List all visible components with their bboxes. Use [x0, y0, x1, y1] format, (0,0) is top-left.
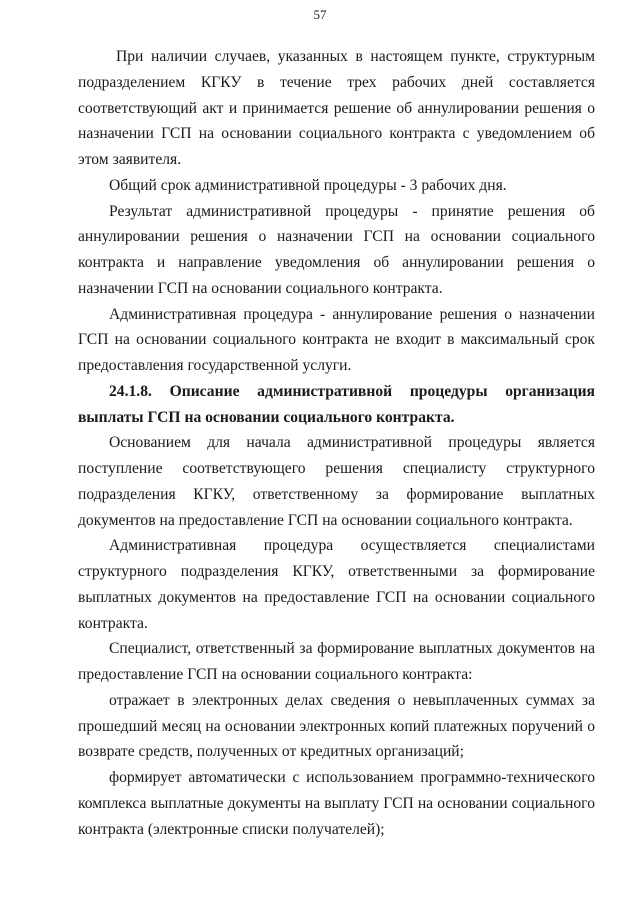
document-body — [78, 44, 595, 842]
paragraph-procedure-result: Результат административной процедуры - принятие решения об аннулировании решения о назначении ГСП на основании социального контракта и направление уведомления об аннулировании решения о назначении ГСП на основании социального контракта. — [78, 202, 595, 297]
paragraph-specialist-duty-1: отражает в электронных делах сведения о невыплаченных суммах за прошедший месяц на основании электронных копий платежных поручений о возврате средств, полученных от кредитных организаций; — [78, 691, 595, 761]
section-heading: 24.1.8. Описание административной процедуры организация выплаты ГСП на основании социального контракта. — [78, 382, 595, 426]
page-number: 57 — [313, 7, 327, 22]
paragraph-specialist-duty-2: формирует автоматически с использованием программно-технического комплекса выплатные документы на выплату ГСП на основании социального контракта (электронные списки получателей); — [78, 769, 595, 838]
paragraph-procedure-executors: Административная процедура осуществляется специалистами структурного подразделения КГКУ, ответственными за формирование выплатных документов на предоставление ГСП на основании социального контракта. — [78, 537, 595, 632]
paragraph-total-term: Общий срок административной процедуры - 3 рабочих дня. — [109, 176, 507, 194]
paragraph-max-term-note: Административная процедура - аннулирование решения о назначении ГСП на основании социального контракта не входит в максимальный срок предоставления государственной услуги. — [78, 305, 595, 374]
paragraph-specialist-intro: Специалист, ответственный за формирование выплатных документов на предоставление ГСП на основании социального контракта: — [78, 640, 595, 683]
paragraph-procedure-basis: Основанием для начала административной процедуры является поступление соответствующего решения специалисту структурного подразделения КГКУ, ответственному за формирование выплатных документов на предоставление ГСП на основании социального контракта. — [78, 434, 595, 529]
paragraph-annulment-act: При наличии случаев, указанных в настоящем пункте, структурным подразделением КГКУ в течение трех рабочих дней составляется соответствующий акт и принимается решение об аннулировании решения о назначении ГСП на основании социального контракта с уведомлением об этом заявителя. — [78, 48, 595, 168]
